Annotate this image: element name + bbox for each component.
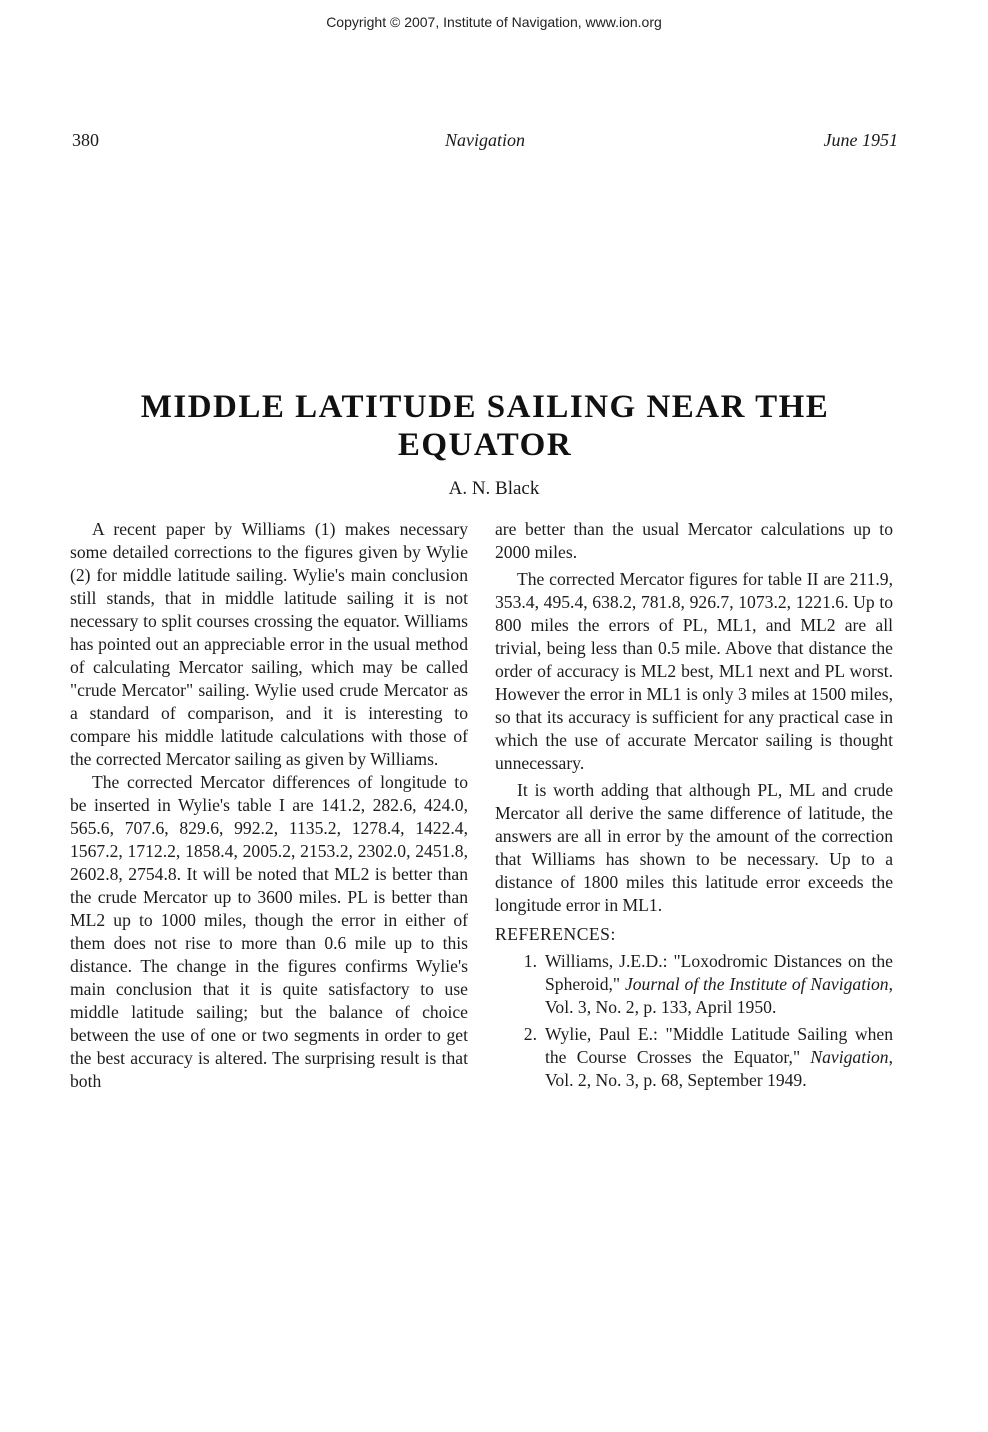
page-number: 380 [72,130,99,150]
right-paragraph-1: are better than the usual Mercator calculations up to 2000 miles. [495,519,893,562]
reference-details: , Vol. 3, No. 2, p. 133, April 1950. [545,974,893,1017]
reference-journal: Journal of the Institute of Navigation [624,974,889,994]
issue-date: June 1951 [823,130,898,150]
article-title: MIDDLE LATITUDE SAILING NEAR THE EQUATOR [140,389,830,463]
left-paragraph-1: A recent paper by Williams (1) makes necessary some detailed corrections to the figures given by Wylie (2) for middle latitude sailing. Wylie's main conclusion still stands, that in middle latitude sailing it is not necessary to split courses crossing the equator. Williams has pointed out an appreciable error in the usual method of calculating Mercator sailing, which may be called "crude Mercator" sailing. Wylie used crude Mercator as a standard of comparison, and it is interesting to compare his middle latitude calculations with those of the corrected Mercator sailing as given by Williams. [70,519,468,769]
reference-authors-title: Williams, J.E.D.: "Loxodromic Distances on the Spheroid," [545,951,893,994]
reference-text [545,950,893,1019]
right-column [495,518,893,1092]
reference-item [495,950,893,1019]
right-paragraph-2: The corrected Mercator figures for table II are 211.9, 353.4, 495.4, 638.2, 781.8, 926.7, 1073.2, 1221.6. Up to 800 miles the errors of PL, ML1, and ML2 are all trivial, being less than 0.5 mile. Above that distance the order of accuracy is ML2 best, ML1 next and PL worst. However the error in ML1 is only 3 miles at 1500 miles, so that its accuracy is sufficient for any practical case in which the use of accurate Mercator sailing is thought unnecessary. [495,569,893,773]
reference-details: , Vol. 2, No. 3, p. 68, September 1949. [545,1047,893,1090]
reference-text [545,1023,893,1092]
reference-journal: Navigation [810,1047,889,1067]
reference-number: 2. [523,1024,537,1044]
article-author: A. N. Black [448,478,540,499]
right-paragraph-3: It is worth adding that although PL, ML and crude Mercator all derive the same difference of latitude, the answers are all in error by the amount of the correction that Williams has shown to be necessary. Up to a distance of 1800 miles this latitude error exceeds the longitude error in ML1. [495,780,893,915]
reference-number: 1. [523,951,537,971]
references-heading: REFERENCES: [495,924,616,944]
left-column [70,518,468,1093]
journal-name: Navigation [445,130,525,150]
reference-authors-title: Wylie, Paul E.: "Middle Latitude Sailing when the Course Crosses the Equator," [545,1024,893,1067]
left-paragraph-2: The corrected Mercator differences of longitude to be inserted in Wylie's table I are 141.2, 282.6, 424.0, 565.6, 707.6, 829.6, 992.2, 1135.2, 1278.4, 1422.4, 1567.2, 1712.2, 1858.4, 2005.2, 2153.2, 2302.0, 2451.8, 2602.8, 2754.8. It will be noted that ML2 is better than the crude Mercator up to 3600 miles. PL is better than ML2 up to 1000 miles, though the error in either of them does not rise to more than 0.6 mile up to this distance. The change in the figures confirms Wylie's main conclusion that it is quite satisfactory to use middle latitude sailing; but the balance of choice between the use of one or two segments in order to get the best accuracy is altered. The surprising result is that both [70,772,468,1091]
copyright-notice: Copyright © 2007, Institute of Navigation, www.ion.org [326,14,662,30]
reference-item [495,1023,893,1092]
